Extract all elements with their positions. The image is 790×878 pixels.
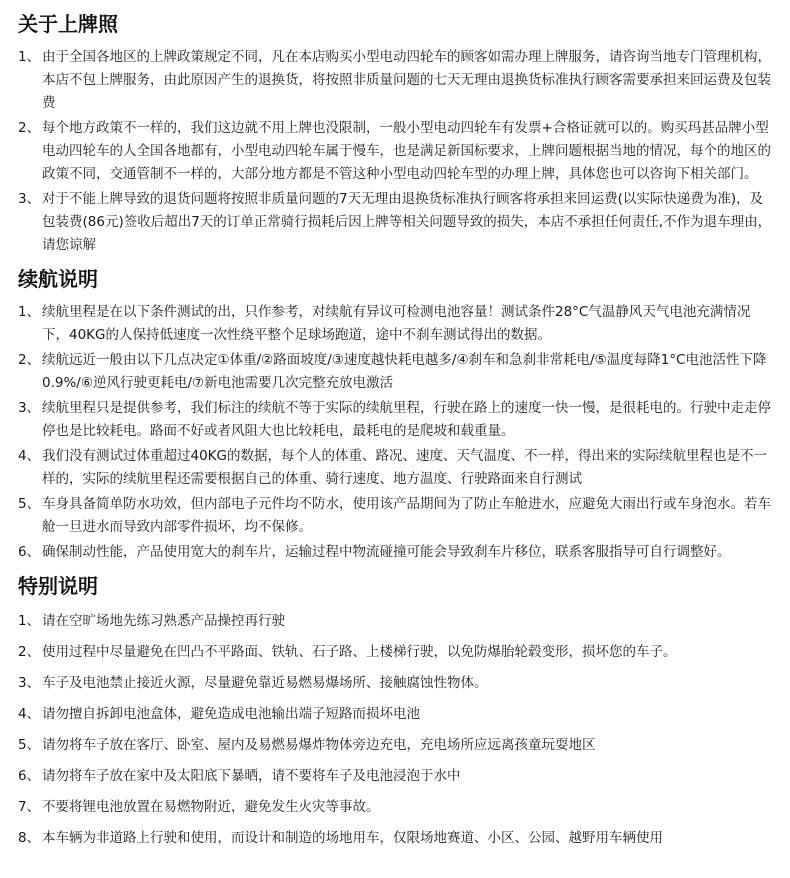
item-number: 3、 — [18, 400, 41, 416]
item-text: 续航里程是在以下条件测试的出，只作参考，对续航有异议可检测电池容量！测试条件28°C气温静风天气电池充满情况下，40KG的人保持低速度一次性绕平整个足球场跑道，途中不刹车测试得出的数据。 — [42, 304, 751, 343]
item-list — [18, 610, 776, 850]
item-text: 续航里程只是提供参考，我们标注的续航不等于实际的续航里程，行驶在路上的速度一快一慢，是很耗电的。行驶中走走停停也是比较耗电。路面不好或者风阻大也比较耗电，最耗电的是爬坡和载重量。 — [42, 400, 771, 439]
list-item — [18, 445, 776, 491]
list-item — [18, 493, 776, 539]
item-number: 2、 — [18, 644, 41, 660]
item-text: 对于不能上牌导致的退货问题将按照非质量问题的7天无理由退换货标准执行顾客将承担来回运费(以实际快递费为准)，及包装费(86元)签收后超出7天的订单正常骑行损耗后因上牌等相关问题导致的损失，本店不承担任何责任,不作为退车理由，请您谅解 — [42, 191, 772, 253]
item-number: 4、 — [18, 448, 41, 464]
item-number: 2、 — [18, 352, 41, 368]
section-special-notes — [18, 572, 776, 850]
item-text: 请在空旷场地先练习熟悉产品操控再行驶 — [42, 613, 285, 629]
item-list — [18, 301, 776, 564]
item-number: 4、 — [18, 706, 41, 722]
item-number: 6、 — [18, 768, 41, 784]
list-item — [18, 117, 776, 186]
list-item — [18, 734, 776, 757]
list-item — [18, 188, 776, 257]
item-text: 车身具备简单防水功效，但内部电子元件均不防水，使用该产品期间为了防止车舱进水，应避免大雨出行或车身泡水。若车舱一旦进水而导致内部零件损坏，均不保修。 — [42, 496, 771, 535]
item-number: 2、 — [18, 120, 41, 136]
item-number: 5、 — [18, 737, 41, 753]
list-item — [18, 349, 776, 395]
section-range-info — [18, 265, 776, 564]
section-title: 关于上牌照 — [18, 12, 118, 36]
section-title: 特别说明 — [18, 574, 98, 598]
item-number: 8、 — [18, 830, 41, 846]
list-item — [18, 641, 776, 664]
item-text: 每个地方政策不一样的，我们这边就不用上牌也没限制，一般小型电动四轮车有发票+合格证就可以的。购买玛甚品牌小型电动四轮车的人全国各地都有，小型电动四轮车属于慢车，也是满足新国标要求，上牌问题根据当地的情况，每个的地区的政策不同，交通管制不一样的，大部分地方都是不管这种小型电动四轮车型的办理上牌，具体您也可以咨询下相关部门。 — [42, 120, 771, 182]
item-text: 请勿擅自拆卸电池盒体，避免造成电池输出端子短路而损坏电池 — [42, 706, 420, 722]
item-text: 不要将锂电池放置在易燃物附近，避免发生火灾等事故。 — [42, 799, 380, 815]
item-number: 3、 — [18, 191, 41, 207]
item-text: 请勿将车子放在家中及太阳底下暴晒，请不要将车子及电池浸泡于水中 — [42, 768, 461, 784]
item-number: 5、 — [18, 496, 41, 512]
item-text: 本车辆为非道路上行驶和使用，而设计和制造的场地用车，仅限场地赛道、小区、公园、越野用车辆使用 — [42, 830, 663, 846]
list-item — [18, 301, 776, 347]
item-text: 请勿将车子放在客厅、卧室、屋内及易燃易爆炸物体旁边充电，充电场所应远离孩童玩耍地区 — [42, 737, 596, 753]
item-text: 我们没有测试过体重超过40KG的数据，每个人的体重、路况、速度、天气温度、不一样，得出来的实际续航里程也是不一样的，实际的续航里程还需要根据自己的体重、骑行速度、地方温度、行驶路面来自行测试 — [42, 448, 767, 487]
list-item — [18, 46, 776, 115]
list-item — [18, 765, 776, 788]
item-number: 3、 — [18, 675, 41, 691]
item-number: 1、 — [18, 304, 41, 320]
item-text: 确保制动性能，产品使用宽大的刹车片，运输过程中物流碰撞可能会导致刹车片移位，联系客服指导可自行调整好。 — [42, 544, 731, 560]
list-item — [18, 796, 776, 819]
section-title: 续航说明 — [18, 267, 98, 291]
item-text: 续航远近一般由以下几点决定①体重/②路面坡度/③速度越快耗电越多/④刹车和急刹非常耗电/⑤温度每降1°C电池活性下降0.9%/⑥逆风行驶更耗电/⑦新电池需要几次完整充放电激活 — [42, 352, 767, 391]
item-text: 车子及电池禁止接近火源，尽量避免靠近易燃易爆场所、接触腐蚀性物体。 — [42, 675, 488, 691]
item-list — [18, 46, 776, 257]
item-text: 由于全国各地区的上牌政策规定不同，凡在本店购买小型电动四轮车的顾客如需办理上牌服务，请咨询当地专门管理机构，本店不包上牌服务，由此原因产生的退换货，将按照非质量问题的七天无理由退换货标准执行顾客需要承担来回运费及包装费 — [42, 49, 771, 111]
list-item — [18, 610, 776, 633]
item-text: 使用过程中尽量避免在凹凸不平路面、铁轨、石子路、上楼梯行驶，以免防爆胎轮毂变形，损坏您的车子。 — [42, 644, 677, 660]
item-number: 1、 — [18, 49, 41, 65]
item-number: 1、 — [18, 613, 41, 629]
list-item — [18, 703, 776, 726]
section-license-plate — [18, 10, 776, 257]
list-item — [18, 827, 776, 850]
item-number: 7、 — [18, 799, 41, 815]
list-item — [18, 397, 776, 443]
list-item — [18, 672, 776, 695]
list-item — [18, 541, 776, 564]
item-number: 6、 — [18, 544, 41, 560]
